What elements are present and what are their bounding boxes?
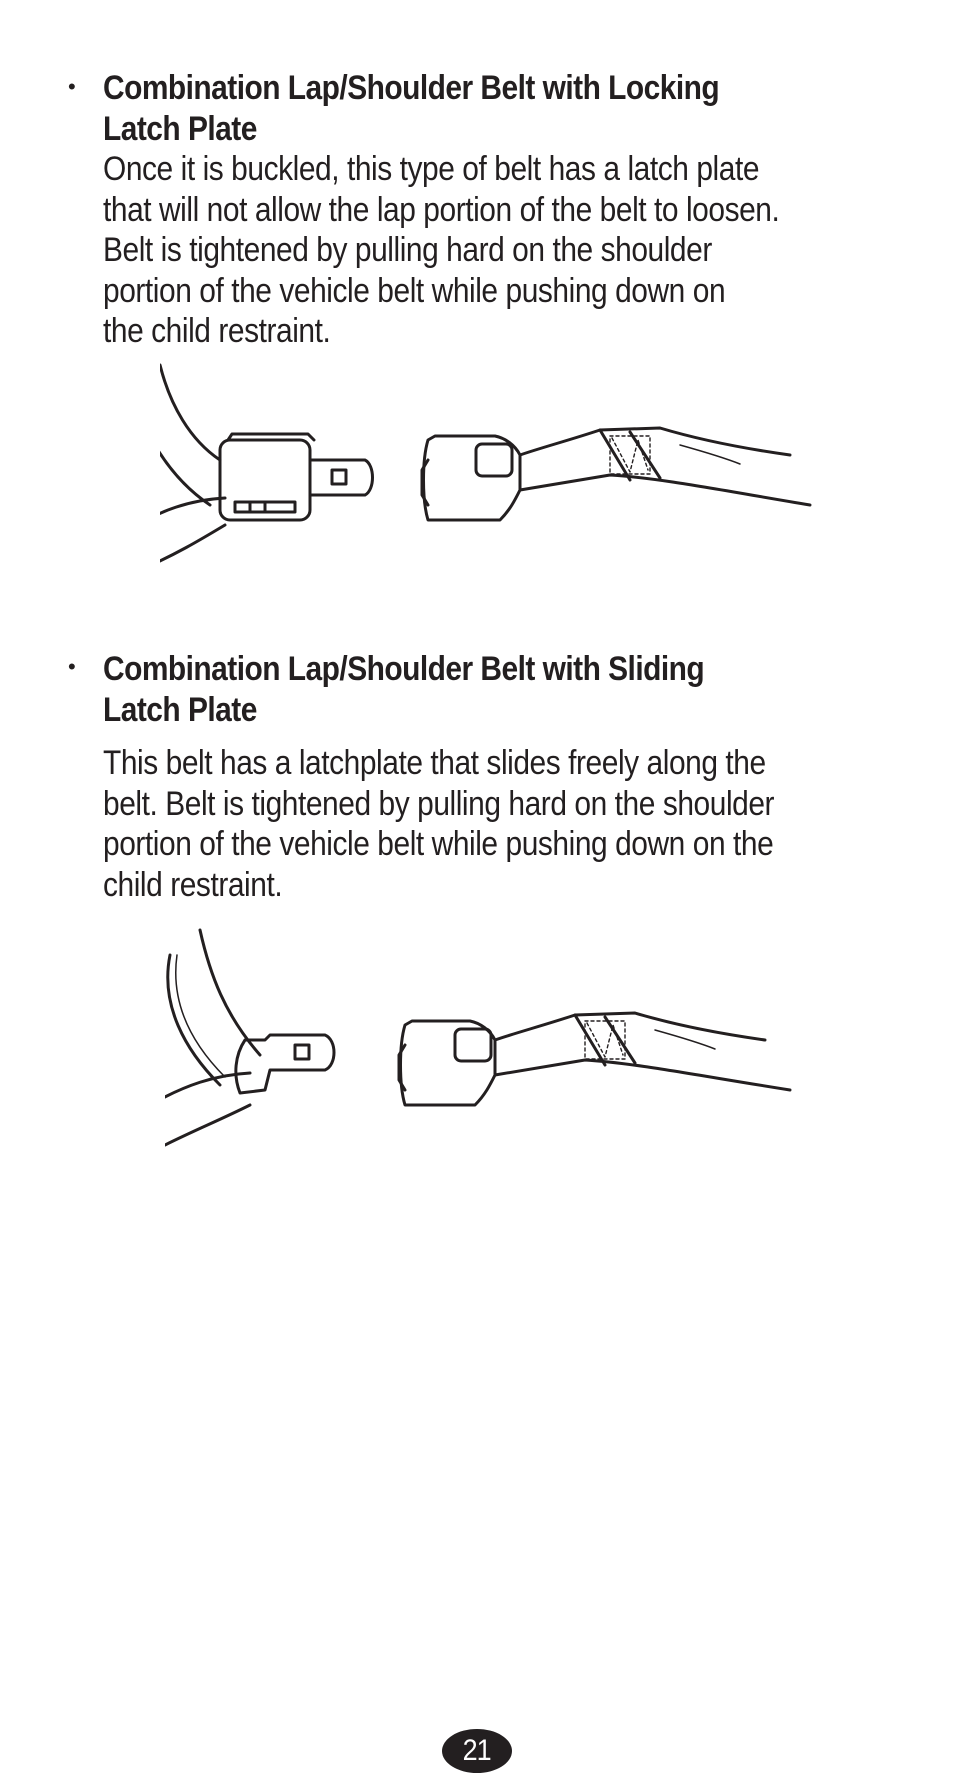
section-title: Combination Lap/Shoulder Belt with Locking Latch Plate xyxy=(103,69,720,148)
sliding-latch-plate-illustration xyxy=(165,925,815,1155)
section-body: Once it is buckled, this type of belt has a latch plate that will not allow the lap portion of the belt to loosen. Belt is tightened by pulling hard on the shoulder portion of the vehicle belt while pushing down on the child restraint. xyxy=(103,150,780,350)
page-number: 21 xyxy=(462,1734,492,1767)
bullet-marker: • xyxy=(68,74,76,99)
page-number-badge xyxy=(442,1729,512,1773)
section-body: This belt has a latchplate that slides freely along the belt. Belt is tightened by pulling hard on the shoulder portion of the vehicle belt while pushing down on the child restraint. xyxy=(103,744,775,904)
locking-latch-plate-illustration xyxy=(160,360,830,580)
bullet-marker: • xyxy=(68,654,76,679)
section-title: Combination Lap/Shoulder Belt with Sliding Latch Plate xyxy=(103,650,705,729)
